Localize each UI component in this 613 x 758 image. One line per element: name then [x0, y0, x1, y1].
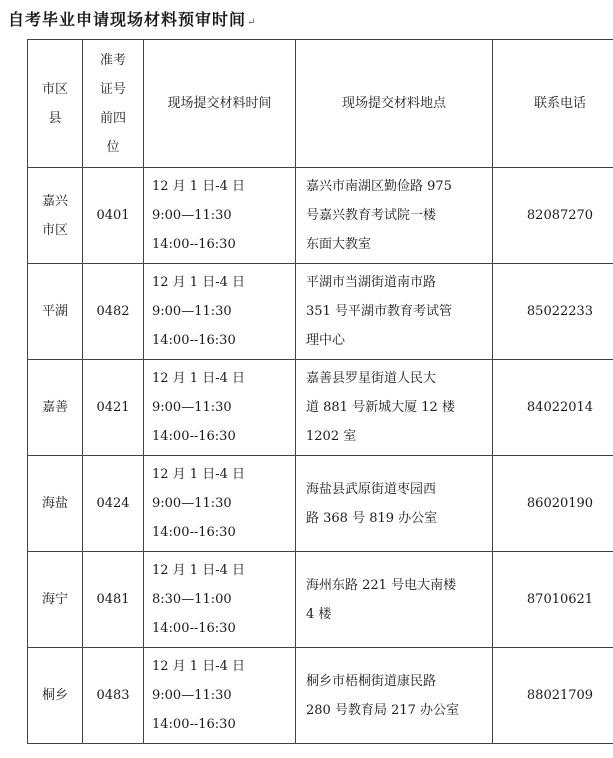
header-place-label: 现场提交材料地点 — [341, 95, 446, 111]
region-name: 桐乡 — [41, 688, 68, 703]
time-line: 9:00—11:30 — [152, 400, 232, 415]
address-line: 海州东路 221 号电大南楼 — [306, 577, 457, 593]
time-line: 14:00--16:30 — [152, 429, 236, 444]
time-line: 9:00—11:30 — [152, 208, 232, 223]
time-line: 12 月 1 日-4 日 — [152, 275, 246, 290]
time-line: 14:00--16:30 — [152, 525, 236, 540]
address-line: 桐乡市梧桐街道康民路 — [306, 673, 437, 689]
time-cell — [144, 552, 296, 648]
address-line: 1202 室 — [306, 429, 357, 444]
review-schedule-table — [27, 39, 613, 744]
phone-cell — [493, 168, 613, 264]
phone-cell — [493, 360, 613, 456]
place-cell — [296, 168, 493, 264]
place-cell — [296, 552, 493, 648]
phone-number: 84022014 — [526, 400, 594, 415]
address-line: 嘉善县罗星街道人民大 — [306, 371, 437, 386]
time-cell — [144, 648, 296, 744]
time-line: 12 月 1 日-4 日 — [152, 179, 246, 194]
address-line: 理中心 — [306, 333, 346, 348]
time-line: 8:30—11:00 — [152, 592, 232, 607]
time-line: 12 月 1 日-4 日 — [152, 467, 246, 482]
time-cell — [144, 360, 296, 456]
region-cell — [28, 360, 83, 456]
time-line: 14:00--16:30 — [152, 621, 236, 636]
time-line: 14:00--16:30 — [152, 237, 236, 252]
code-cell — [83, 264, 144, 360]
time-line: 14:00--16:30 — [152, 333, 236, 348]
header-code — [83, 40, 144, 168]
code-cell — [83, 648, 144, 744]
code-cell — [83, 456, 144, 552]
address-line: 4 楼 — [306, 606, 332, 622]
place-cell — [296, 648, 493, 744]
phone-number: 82087270 — [526, 208, 594, 223]
phone-cell — [493, 552, 613, 648]
region-name: 嘉兴市区 — [41, 193, 68, 238]
table-row — [28, 552, 613, 648]
header-time-label: 现场提交材料时间 — [167, 95, 272, 111]
exam-code-prefix: 0401 — [96, 208, 130, 223]
exam-code-prefix: 0481 — [96, 592, 130, 607]
table-row — [28, 168, 613, 264]
address-line: 东面大教室 — [306, 237, 372, 252]
address-line: 嘉兴市南湖区勤俭路 975 — [306, 179, 452, 194]
address-line: 道 881 号新城大厦 12 楼 — [306, 400, 455, 415]
time-cell — [144, 168, 296, 264]
time-line: 12 月 1 日-4 日 — [152, 563, 246, 578]
phone-cell — [493, 648, 613, 744]
region-name: 平湖 — [41, 304, 68, 319]
region-name: 海宁 — [41, 592, 68, 607]
table-header-row — [28, 40, 613, 168]
code-cell — [83, 360, 144, 456]
code-cell — [83, 168, 144, 264]
phone-number: 88021709 — [526, 688, 594, 703]
table-row — [28, 360, 613, 456]
time-cell — [144, 456, 296, 552]
exam-code-prefix: 0421 — [96, 400, 130, 415]
phone-number: 87010621 — [526, 592, 594, 607]
header-region-label: 市区县 — [41, 81, 68, 126]
code-cell — [83, 552, 144, 648]
time-line: 9:00—11:30 — [152, 688, 232, 703]
exam-code-prefix: 0482 — [96, 304, 130, 319]
table-body — [28, 168, 613, 744]
place-cell — [296, 264, 493, 360]
phone-number: 85022233 — [526, 304, 594, 319]
address-line: 号嘉兴教育考试院一楼 — [306, 208, 437, 223]
time-line: 9:00—11:30 — [152, 496, 232, 511]
region-cell — [28, 264, 83, 360]
exam-code-prefix: 0483 — [96, 688, 130, 703]
time-line: 12 月 1 日-4 日 — [152, 371, 246, 386]
time-cell — [144, 264, 296, 360]
header-time — [144, 40, 296, 168]
address-line: 海盐县武原街道枣园西 — [306, 481, 437, 497]
header-place — [296, 40, 493, 168]
address-line: 280 号教育局 217 办公室 — [306, 702, 460, 718]
phone-number: 86020190 — [526, 496, 594, 511]
time-line: 14:00--16:30 — [152, 717, 236, 732]
table-row — [28, 264, 613, 360]
address-line: 路 368 号 819 办公室 — [306, 510, 438, 526]
phone-cell — [493, 456, 613, 552]
address-line: 平湖市当湖街道南市路 — [306, 275, 437, 290]
place-cell — [296, 456, 493, 552]
page-title — [8, 7, 256, 30]
header-phone-label: 联系电话 — [533, 95, 586, 111]
phone-cell — [493, 264, 613, 360]
exam-code-prefix: 0424 — [96, 496, 130, 511]
region-name: 海盐 — [41, 496, 68, 511]
header-code-label: 准考证号前四位 — [99, 52, 126, 155]
region-cell — [28, 456, 83, 552]
time-line: 9:00—11:30 — [152, 304, 232, 319]
header-region — [28, 40, 83, 168]
table-row — [28, 456, 613, 552]
place-cell — [296, 360, 493, 456]
time-line: 12 月 1 日-4 日 — [152, 659, 246, 674]
region-cell — [28, 552, 83, 648]
address-line: 351 号平湖市教育考试管 — [306, 304, 452, 319]
title-text: 自考毕业申请现场材料预审时间 — [8, 10, 247, 29]
region-cell — [28, 168, 83, 264]
region-name: 嘉善 — [41, 400, 68, 415]
region-cell — [28, 648, 83, 744]
header-phone — [493, 40, 613, 168]
table-row — [28, 648, 613, 744]
paragraph-mark-icon: ↵ — [247, 17, 257, 28]
